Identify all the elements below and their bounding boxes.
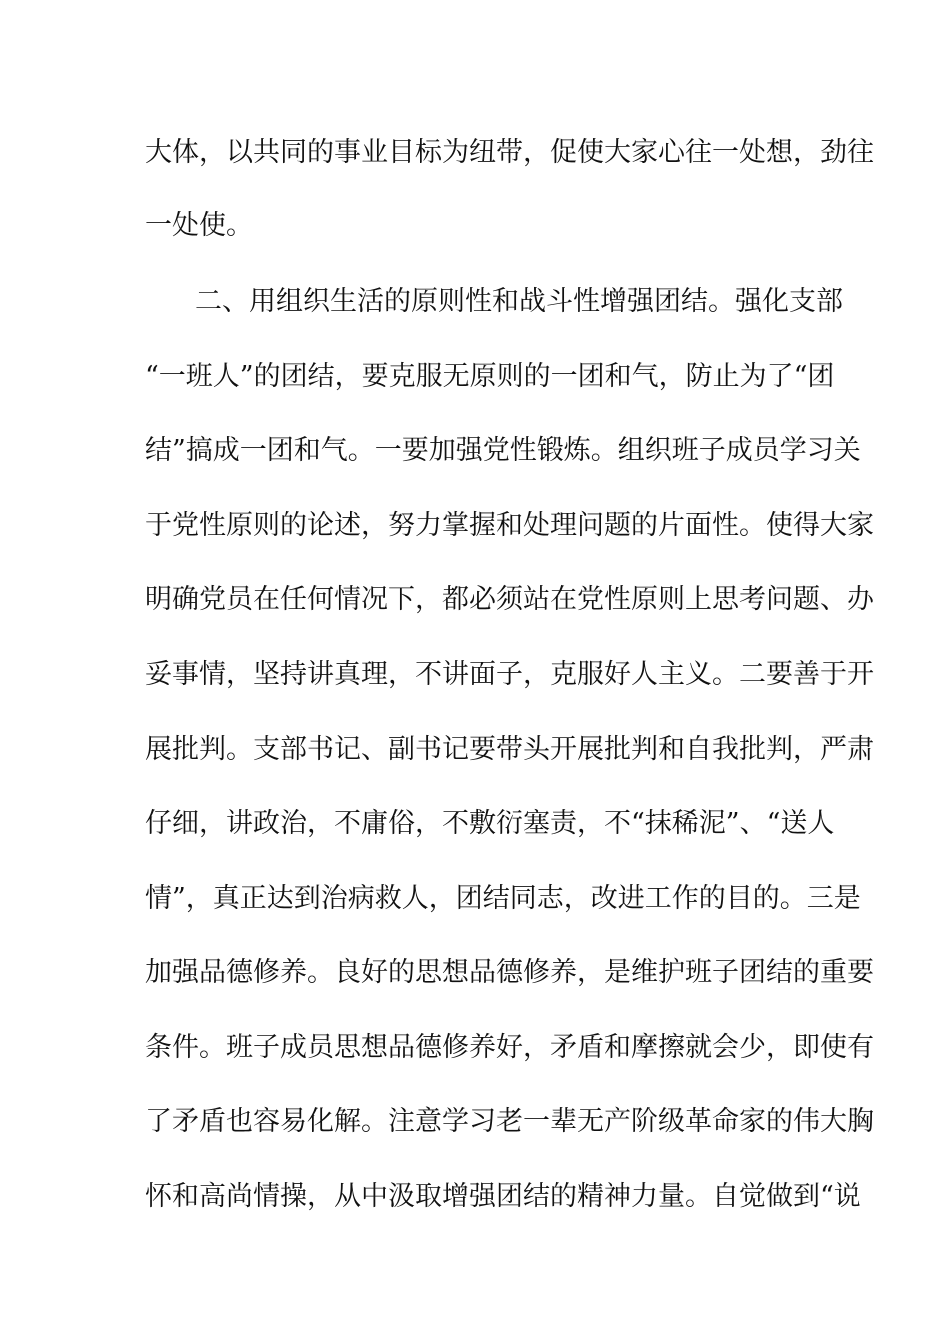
text-line-8: 妥事情，坚持讲真理，不讲面子，克服好人主义。二要善于开 bbox=[145, 659, 874, 690]
text-line-13: 条件。班子成员思想品德修养好，矛盾和摩擦就会少，即使有 bbox=[145, 1032, 874, 1063]
text-line-12: 加强品德修养。良好的思想品德修养，是维护班子团结的重要 bbox=[145, 957, 874, 988]
text-line-4: “一班人”的团结，要克服无原则的一团和气，防止为了“团 bbox=[145, 361, 835, 392]
text-line-10: 仔细，讲政治，不庸俗，不敷衍塞责，不“抹稀泥”、“送人 bbox=[145, 808, 835, 839]
text-line-6: 于党性原则的论述，努力掌握和处理问题的片面性。使得大家 bbox=[145, 510, 874, 541]
text-line-7: 明确党员在任何情况下，都必须站在党性原则上思考问题、办 bbox=[145, 584, 874, 615]
text-line-9: 展批判。支部书记、副书记要带头开展批判和自我批判，严肃 bbox=[145, 734, 874, 765]
text-line-5: 结”搞成一团和气。一要加强党性锻炼。组织班子成员学习关 bbox=[145, 435, 861, 466]
text-line-2: 一处使。 bbox=[145, 210, 253, 241]
text-line-11: 情”，真正达到治病救人，团结同志，改进工作的目的。三是 bbox=[145, 883, 861, 914]
text-line-15: 怀和高尚情操，从中汲取增强团结的精神力量。自觉做到“说 bbox=[145, 1181, 861, 1212]
section-heading-line: 二、用组织生活的原则性和战斗性增强团结。强化支部 bbox=[195, 286, 843, 317]
text-line-14: 了矛盾也容易化解。注意学习老一辈无产阶级革命家的伟大胸 bbox=[145, 1106, 874, 1137]
text-line-1: 大体，以共同的事业目标为纽带，促使大家心往一处想，劲往 bbox=[145, 137, 874, 168]
